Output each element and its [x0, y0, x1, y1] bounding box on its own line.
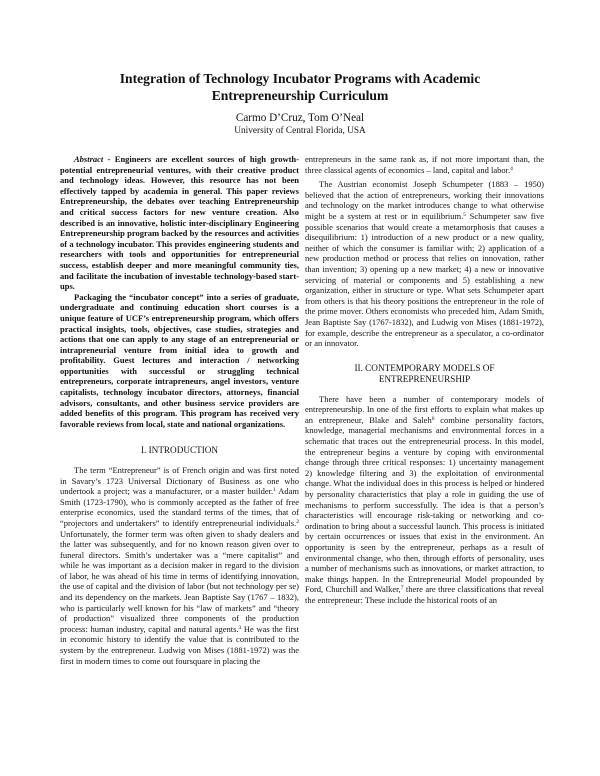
title-line-2: Entrepreneurship Curriculum — [211, 88, 389, 103]
author-names: Carmo D’Cruz, Tom O’Neal — [235, 112, 365, 124]
abstract-text-1: Engineers are excellent sources of high growth-potential entrepreneurial ventures, with their creative product and technology ideas. However, this resource has not been effectively tapped by academia in general. This paper reviews Entrepreneurship, the debates over teaching Entrepreneurship and critical success factors for new venture creation. Also described is an innovative, holistic inter-disciplinary Engineering Entrepreneurship program backed by the resources and activities of a technology incubator. This provides engineering students and researchers with tools and opportunities for entrepreneurial success, establish deeper and more meaningful community ties, and facilitate the incubation of investable technology-based start-ups. — [60, 154, 299, 292]
schumpeter-text-a: The Austrian economist Joseph Schumpeter (1883 – 1950) believed that the action of entrepreneurs, working their innovations and technology on the market introduces change to what otherwise might be a system at rest or in equilibrium. — [305, 179, 544, 221]
abstract — [60, 154, 299, 429]
abstract-paragraph-1 — [60, 154, 299, 292]
introduction-continuation — [305, 154, 544, 175]
intro-text-d: He was the first in economic history to identify the value that is contributed to the system by the entrepreneur. Ludwig von Mises (1881-1972) was the first in modern times to come out foursquare in placing the — [60, 623, 299, 666]
intro-text-c: Unfortunately, the former term was often given to shady dealers and the latter was subsequently, and for no known reason given over to funeral directors. Smith’s undertaker was a “mere capitalist” and while he was important as a decision maker in regard to the division of labor, he was ahead of his time in terms of identifying innovation, the use of capital and the division of labor (but not technology per se) and its dependency on the markets. Jean Baptiste Say (1767 – 1832), who is particularly well known for his “law of markets” and “theory of production” visualized three components of the production process: human industry, capital and natural agents. — [60, 528, 299, 634]
continuation-text: entrepreneurs in the same rank as, if not more important than, the three classical agents of economics – land, capital and labor. — [305, 154, 544, 175]
section-heading-models — [305, 363, 544, 386]
abstract-paragraph-2: Packaging the “incubator concept” into a series of graduate, undergraduate and continuing education short courses is a unique feature of UCF’s entrepreneurship program, which offers practical insights, tools, objectives, case studies, strategies and actions that one can apply to any stage of an entrepreneurial or intrapreneurial venture from initial idea to growth and profitability. Guest lectures and interaction / networking opportunities with successful or struggling technical entrepreneurs, corporate intrapreneurs, angel investors, venture capitalists, technology incubator directors, attorneys, financial advisors, consultants, and other business service providers are added benefits of this program. This program has received very favorable reviews from local, state and national organizations. — [60, 291, 299, 429]
abstract-lead: Abstract - — [74, 154, 111, 164]
footnote-ref: 1 — [273, 487, 276, 494]
right-column — [305, 154, 544, 606]
footnote-ref: 2 — [296, 518, 299, 525]
paper-title — [60, 70, 540, 104]
intro-text-a: The term “Entrepreneur” is of French origin and was first noted in Savary’s 1723 Universal Dictionary of Business as one who undertook a project; was a manufacturer, or a master builder. — [60, 464, 299, 497]
left-column — [60, 154, 299, 666]
footnote-ref: 3 — [238, 624, 242, 631]
footnote-ref: 5 — [463, 211, 467, 218]
footnote-ref: 4 — [510, 165, 513, 172]
intro-text-b: Adam Smith (1723-1790), who is commonly accepted as the father of free enterprise economics, used the standard terms of the times, that of “projectors and undertakers” to identify entrepreneurial individuals. — [60, 486, 299, 528]
introduction-paragraph — [60, 465, 299, 666]
models-text-c: there are three classifications that reveal the entrepreneur: These include the historical roots of an — [305, 584, 544, 605]
models-text-a: There have been a number of contemporary models of entrepreneurship. In one of the first efforts to explain what makes up an entrepreneur, Blake and Saleh — [305, 393, 544, 425]
section-heading-line-1: II. CONTEMPORARY MODELS OF — [354, 362, 495, 373]
schumpeter-paragraph — [305, 179, 544, 349]
models-paragraph — [305, 394, 544, 606]
section-heading-line-2: ENTREPRENEURSHIP — [378, 374, 471, 385]
footnote-ref: 6 — [431, 415, 435, 422]
models-text-b: combine personality factors, knowledge, managerial mechanisms and environmental forces in a schematic that traces out the entrepreneurial process. In this model, the entrepreneur begins a venture by coping with environmental change through three critical responses: 1) uncertainty management 2) knowledge filtering and 3) the exploitation of environmental change. What the individual does in this process is helped or hindered by personality characteristics that play a role in guiding the use of mechanisms to perform successfully. The idea is that a person’s characteristics will encourage risk-taking or networking and co-ordination to bring about a successful launch. This process is initiated by certain occurrences or issues that exist in the environment. An opportunity is seen by the entrepreneur, perhaps as a result of environmental change, who then, through efforts of personality, uses a number of mechanisms such as innovations, or market attraction, to make things happen. In the Entrepreneurial Model propounded by Ford, Churchill and Walker, — [305, 414, 544, 595]
schumpeter-text-b: Schumpeter saw five possible scenarios that would create a metamorphosis that causes a disequilibrium: 1) introduction of a new product or a new quality, neither of which the consumer is familiar with; 2) application of a new production method or process that relies on innovation, rather than invention; 3) opening up a new market; 4) a new or innovative servicing of material or components and 5) establishing a new organization, either in structure or type. What sets Schumpeter apart from others is that his theory positions the entrepreneur in the role of the prime mover. Others economists who preceded him, Adam Smith, Jean Baptiste Say (1767-1832), and Ludwig von Mises (1881-1972), for example, describe the entrepreneur as a speculator, a co-ordinator or an innovator. — [305, 210, 544, 349]
footnote-ref: 7 — [400, 585, 404, 592]
section-heading-introduction: I. INTRODUCTION — [140, 445, 219, 456]
author-affiliation: University of Central Florida, USA — [234, 126, 366, 136]
title-line-1: Integration of Technology Incubator Programs with Academic — [119, 71, 481, 86]
